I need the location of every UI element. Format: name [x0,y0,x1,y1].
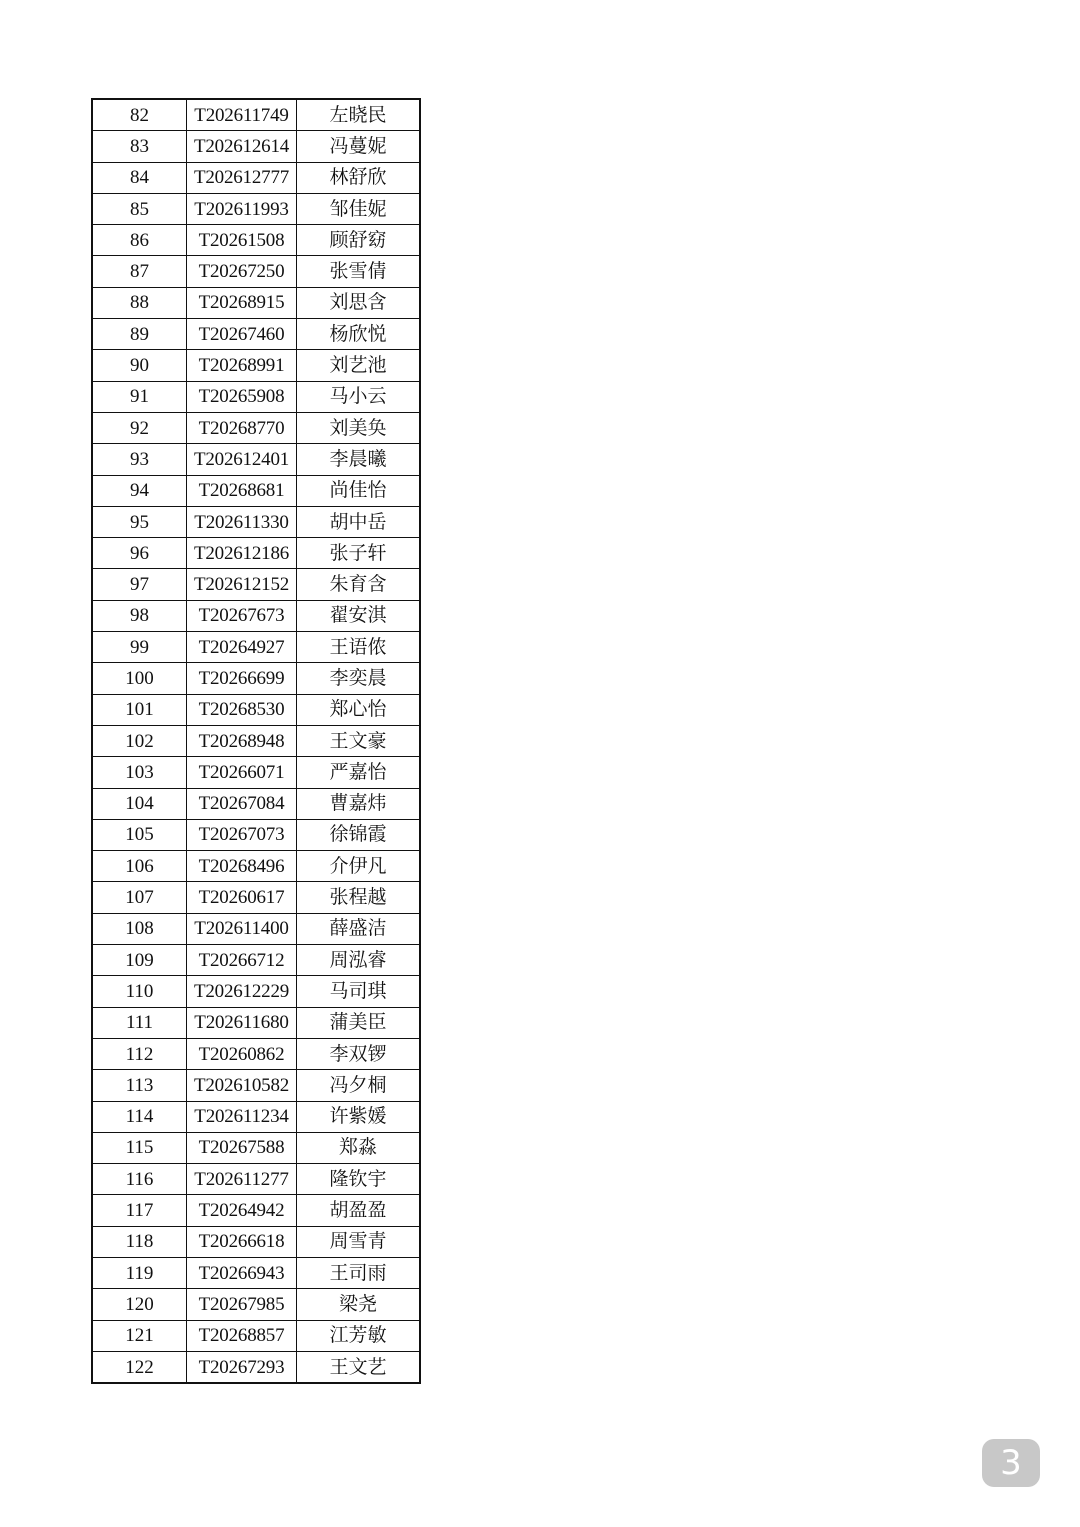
ticket-id-cell: T20260617 [187,882,297,913]
row-number-cell: 107 [92,882,187,913]
table-row [92,569,420,600]
table-row [92,882,420,913]
ticket-id-cell: T20266712 [187,945,297,976]
table-row [92,694,420,725]
ticket-id-cell: T20268530 [187,694,297,725]
ticket-id-cell: T20268770 [187,412,297,443]
table-row [92,663,420,694]
table-row [92,412,420,443]
name-cell: 冯夕桐 [297,1070,421,1101]
table-row [92,538,420,569]
row-number-cell: 120 [92,1289,187,1320]
ticket-id-cell: T20268991 [187,350,297,381]
table-row [92,475,420,506]
ticket-id-cell: T202611234 [187,1101,297,1132]
row-number-cell: 116 [92,1164,187,1195]
table-row [92,819,420,850]
ticket-id-cell: T202612229 [187,976,297,1007]
name-cell: 介伊凡 [297,851,421,882]
name-cell: 朱育含 [297,569,421,600]
row-number-cell: 113 [92,1070,187,1101]
name-cell: 郑淼 [297,1132,421,1163]
row-number-cell: 122 [92,1351,187,1383]
row-number-cell: 112 [92,1038,187,1069]
table-row [92,1038,420,1069]
row-number-cell: 91 [92,381,187,412]
name-cell: 王文艺 [297,1351,421,1383]
name-cell: 徐锦霞 [297,819,421,850]
table-row [92,945,420,976]
ticket-id-cell: T202611400 [187,913,297,944]
table-row [92,225,420,256]
row-number-cell: 121 [92,1320,187,1351]
row-number-cell: 83 [92,131,187,162]
row-number-cell: 119 [92,1257,187,1288]
table-row [92,725,420,756]
row-number-cell: 84 [92,162,187,193]
row-number-cell: 101 [92,694,187,725]
row-number-cell: 117 [92,1195,187,1226]
name-cell: 梁尧 [297,1289,421,1320]
row-number-cell: 97 [92,569,187,600]
row-number-cell: 109 [92,945,187,976]
table-row [92,506,420,537]
row-number-cell: 93 [92,444,187,475]
name-cell: 林舒欣 [297,162,421,193]
table-row [92,632,420,663]
ticket-id-cell: T20266699 [187,663,297,694]
table-row [92,131,420,162]
table-row [92,287,420,318]
ticket-id-cell: T20267460 [187,319,297,350]
table-row [92,1226,420,1257]
name-cell: 曹嘉炜 [297,788,421,819]
table-row [92,788,420,819]
table-row [92,757,420,788]
ticket-id-cell: T20265908 [187,381,297,412]
table-row [92,1320,420,1351]
name-cell: 张雪倩 [297,256,421,287]
table-row [92,1289,420,1320]
row-number-cell: 89 [92,319,187,350]
ticket-id-cell: T20268948 [187,725,297,756]
row-number-cell: 103 [92,757,187,788]
name-cell: 翟安淇 [297,600,421,631]
name-cell: 马司琪 [297,976,421,1007]
ticket-id-cell: T202612777 [187,162,297,193]
ticket-id-cell: T20261508 [187,225,297,256]
table-row [92,913,420,944]
roster-table [91,98,421,1384]
ticket-id-cell: T202611749 [187,99,297,131]
name-cell: 王文豪 [297,725,421,756]
name-cell: 郑心怡 [297,694,421,725]
name-cell: 顾舒窈 [297,225,421,256]
row-number-cell: 105 [92,819,187,850]
ticket-id-cell: T202611680 [187,1007,297,1038]
row-number-cell: 118 [92,1226,187,1257]
row-number-cell: 90 [92,350,187,381]
ticket-id-cell: T20266618 [187,1226,297,1257]
table-row [92,319,420,350]
row-number-cell: 99 [92,632,187,663]
name-cell: 隆钦宇 [297,1164,421,1195]
table-row [92,350,420,381]
name-cell: 江芳敏 [297,1320,421,1351]
name-cell: 许紫媛 [297,1101,421,1132]
ticket-id-cell: T20266071 [187,757,297,788]
roster-table-container [91,98,421,1384]
page-number-badge: 3 [982,1439,1040,1487]
row-number-cell: 96 [92,538,187,569]
row-number-cell: 115 [92,1132,187,1163]
name-cell: 马小云 [297,381,421,412]
ticket-id-cell: T20268915 [187,287,297,318]
row-number-cell: 108 [92,913,187,944]
name-cell: 李奕晨 [297,663,421,694]
ticket-id-cell: T202611277 [187,1164,297,1195]
ticket-id-cell: T20268857 [187,1320,297,1351]
ticket-id-cell: T202612186 [187,538,297,569]
ticket-id-cell: T20264942 [187,1195,297,1226]
table-row [92,600,420,631]
name-cell: 尚佳怡 [297,475,421,506]
table-row [92,1257,420,1288]
row-number-cell: 102 [92,725,187,756]
name-cell: 薛盛洁 [297,913,421,944]
ticket-id-cell: T20267588 [187,1132,297,1163]
name-cell: 左晓民 [297,99,421,131]
row-number-cell: 98 [92,600,187,631]
name-cell: 刘艺池 [297,350,421,381]
ticket-id-cell: T20268496 [187,851,297,882]
name-cell: 张程越 [297,882,421,913]
ticket-id-cell: T202611993 [187,193,297,224]
row-number-cell: 92 [92,412,187,443]
ticket-id-cell: T20260862 [187,1038,297,1069]
roster-table-body [92,99,420,1383]
table-row [92,1132,420,1163]
ticket-id-cell: T20267084 [187,788,297,819]
row-number-cell: 100 [92,663,187,694]
ticket-id-cell: T20264927 [187,632,297,663]
row-number-cell: 111 [92,1007,187,1038]
row-number-cell: 95 [92,506,187,537]
row-number-cell: 114 [92,1101,187,1132]
ticket-id-cell: T20266943 [187,1257,297,1288]
table-row [92,256,420,287]
ticket-id-cell: T202612401 [187,444,297,475]
name-cell: 王司雨 [297,1257,421,1288]
name-cell: 张子轩 [297,538,421,569]
name-cell: 胡盈盈 [297,1195,421,1226]
ticket-id-cell: T202611330 [187,506,297,537]
row-number-cell: 110 [92,976,187,1007]
ticket-id-cell: T202610582 [187,1070,297,1101]
ticket-id-cell: T20267293 [187,1351,297,1383]
row-number-cell: 85 [92,193,187,224]
table-row [92,99,420,131]
ticket-id-cell: T20267073 [187,819,297,850]
table-row [92,162,420,193]
ticket-id-cell: T202612614 [187,131,297,162]
name-cell: 严嘉怡 [297,757,421,788]
name-cell: 周泓睿 [297,945,421,976]
row-number-cell: 88 [92,287,187,318]
row-number-cell: 86 [92,225,187,256]
table-row [92,1195,420,1226]
ticket-id-cell: T20267985 [187,1289,297,1320]
row-number-cell: 82 [92,99,187,131]
name-cell: 刘美奂 [297,412,421,443]
name-cell: 胡中岳 [297,506,421,537]
table-row [92,1007,420,1038]
name-cell: 王语侬 [297,632,421,663]
ticket-id-cell: T202612152 [187,569,297,600]
row-number-cell: 106 [92,851,187,882]
table-row [92,1351,420,1383]
row-number-cell: 104 [92,788,187,819]
name-cell: 李晨曦 [297,444,421,475]
ticket-id-cell: T20267673 [187,600,297,631]
name-cell: 刘思含 [297,287,421,318]
name-cell: 李双锣 [297,1038,421,1069]
table-row [92,444,420,475]
name-cell: 杨欣悦 [297,319,421,350]
row-number-cell: 94 [92,475,187,506]
table-row [92,851,420,882]
table-row [92,381,420,412]
table-row [92,1070,420,1101]
ticket-id-cell: T20267250 [187,256,297,287]
name-cell: 邹佳妮 [297,193,421,224]
name-cell: 蒲美臣 [297,1007,421,1038]
ticket-id-cell: T20268681 [187,475,297,506]
table-row [92,1101,420,1132]
name-cell: 周雪青 [297,1226,421,1257]
name-cell: 冯蔓妮 [297,131,421,162]
row-number-cell: 87 [92,256,187,287]
table-row [92,193,420,224]
table-row [92,1164,420,1195]
table-row [92,976,420,1007]
